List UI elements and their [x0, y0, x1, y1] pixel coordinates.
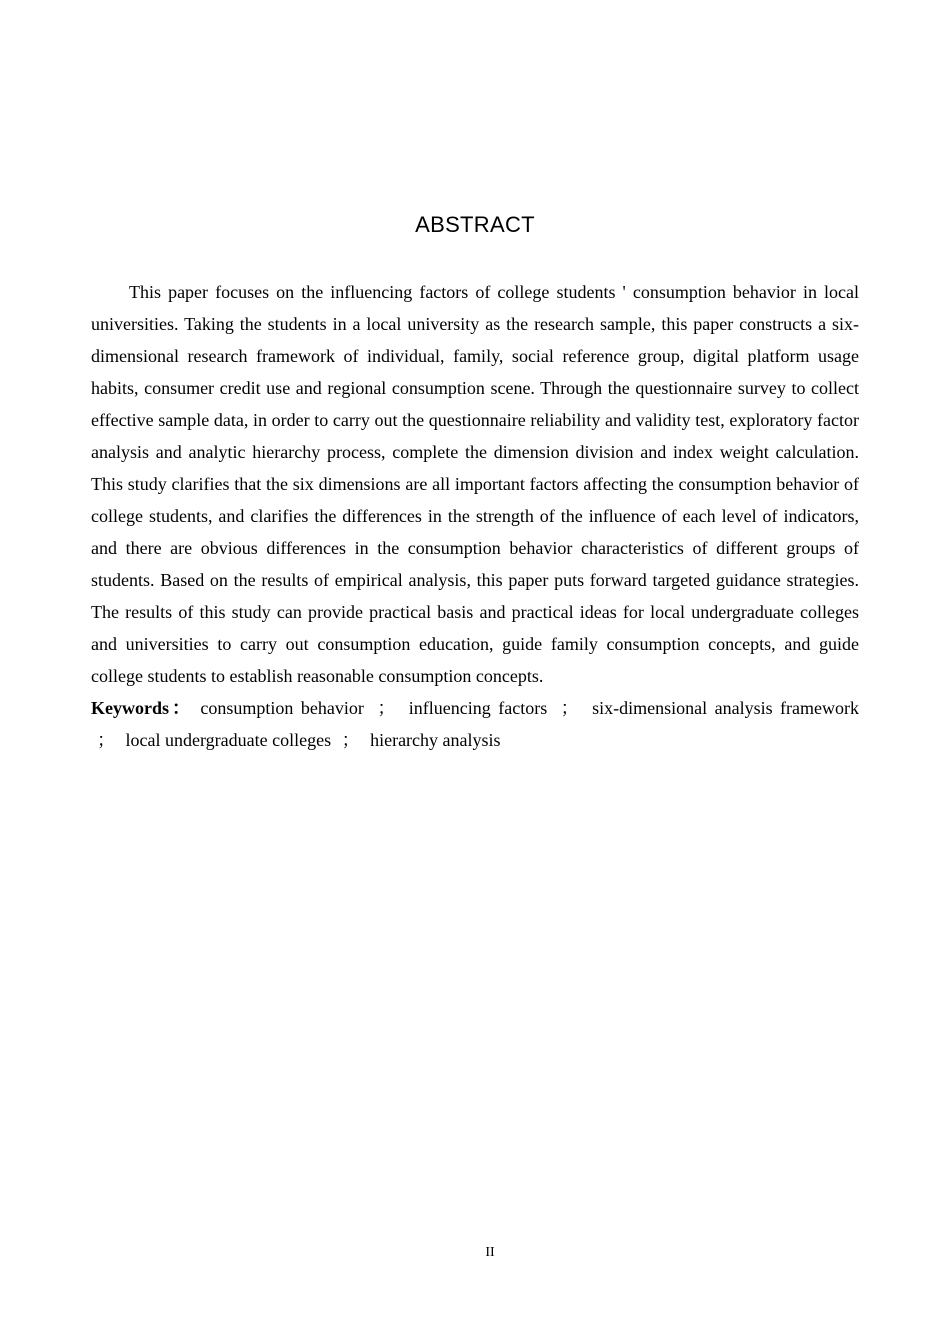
keyword-separator: ；	[377, 698, 396, 718]
keyword-separator: ；	[341, 730, 360, 750]
keywords-line	[91, 692, 859, 756]
keyword-item: consumption behavior	[200, 698, 364, 718]
page-number: II	[485, 1245, 495, 1260]
keyword-separator: ；	[560, 698, 579, 718]
keyword-item: six-dimensional analysis framework	[592, 698, 860, 718]
keyword-separator: ；	[97, 730, 115, 750]
keyword-item: hierarchy analysis	[370, 730, 501, 750]
abstract-paragraph: This paper focuses on the influencing factors of college students ' consumption behavior in local universities. Taking the students in a local university as the research sample, this paper constructs a six-dimensional research framework of individual, family, social reference group, digital platform usage habits, consumer credit use and regional consumption scene. Through the questionnaire survey to collect effective sample data, in order to carry out the questionnaire reliability and validity test, exploratory factor analysis and analytic hierarchy process, complete the dimension division and index weight calculation. This study clarifies that the six dimensions are all important factors affecting the consumption behavior of college students, and clarifies the differences in the strength of the influence of each level of indicators, and there are obvious differences in the consumption behavior characteristics of different groups of students. Based on the results of empirical analysis, this paper puts forward targeted guidance strategies. The results of this study can provide practical basis and practical ideas for local undergraduate colleges and universities to carry out consumption education, guide family consumption concepts, and guide college students to establish reasonable consumption concepts.	[91, 282, 859, 686]
abstract-title: ABSTRACT	[415, 212, 535, 237]
abstract-body	[91, 276, 859, 756]
keyword-item: local undergraduate colleges	[125, 730, 332, 750]
keywords-label: Keywords：	[91, 698, 193, 718]
keyword-item: influencing factors	[408, 698, 548, 718]
